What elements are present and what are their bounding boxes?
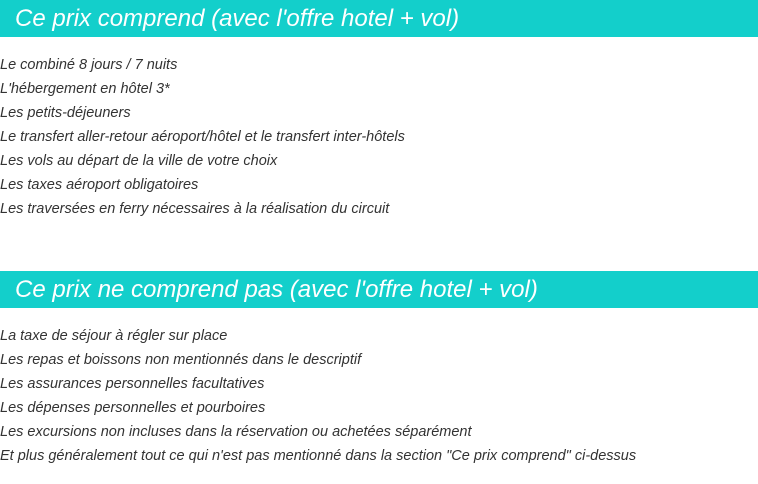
included-section-title: Ce prix comprend (avec l'offre hotel + vol) [0, 0, 758, 37]
excluded-item: La taxe de séjour à régler sur place [0, 328, 228, 344]
included-item: Les taxes aéroport obligatoires [0, 177, 199, 193]
included-item: Les vols au départ de la ville de votre choix [0, 153, 278, 169]
included-list [0, 53, 405, 221]
included-item: Le combiné 8 jours / 7 nuits [0, 57, 178, 73]
excluded-item: Les repas et boissons non mentionnés dans le descriptif [0, 352, 362, 368]
excluded-item: Les excursions non incluses dans la réservation ou achetées séparément [0, 424, 472, 440]
excluded-list [0, 324, 636, 468]
included-item: Les petits-déjeuners [0, 105, 131, 121]
excluded-item: Et plus généralement tout ce qui n'est pas mentionné dans la section "Ce prix comprend" ci-dessus [0, 448, 637, 464]
excluded-item: Les dépenses personnelles et pourboires [0, 400, 266, 416]
included-item: Les traversées en ferry nécessaires à la réalisation du circuit [0, 201, 390, 217]
included-item: Le transfert aller-retour aéroport/hôtel et le transfert inter-hôtels [0, 129, 405, 145]
excluded-section-title: Ce prix ne comprend pas (avec l'offre hotel + vol) [0, 271, 758, 308]
included-item: L'hébergement en hôtel 3* [0, 81, 170, 97]
excluded-item: Les assurances personnelles facultatives [0, 376, 265, 392]
